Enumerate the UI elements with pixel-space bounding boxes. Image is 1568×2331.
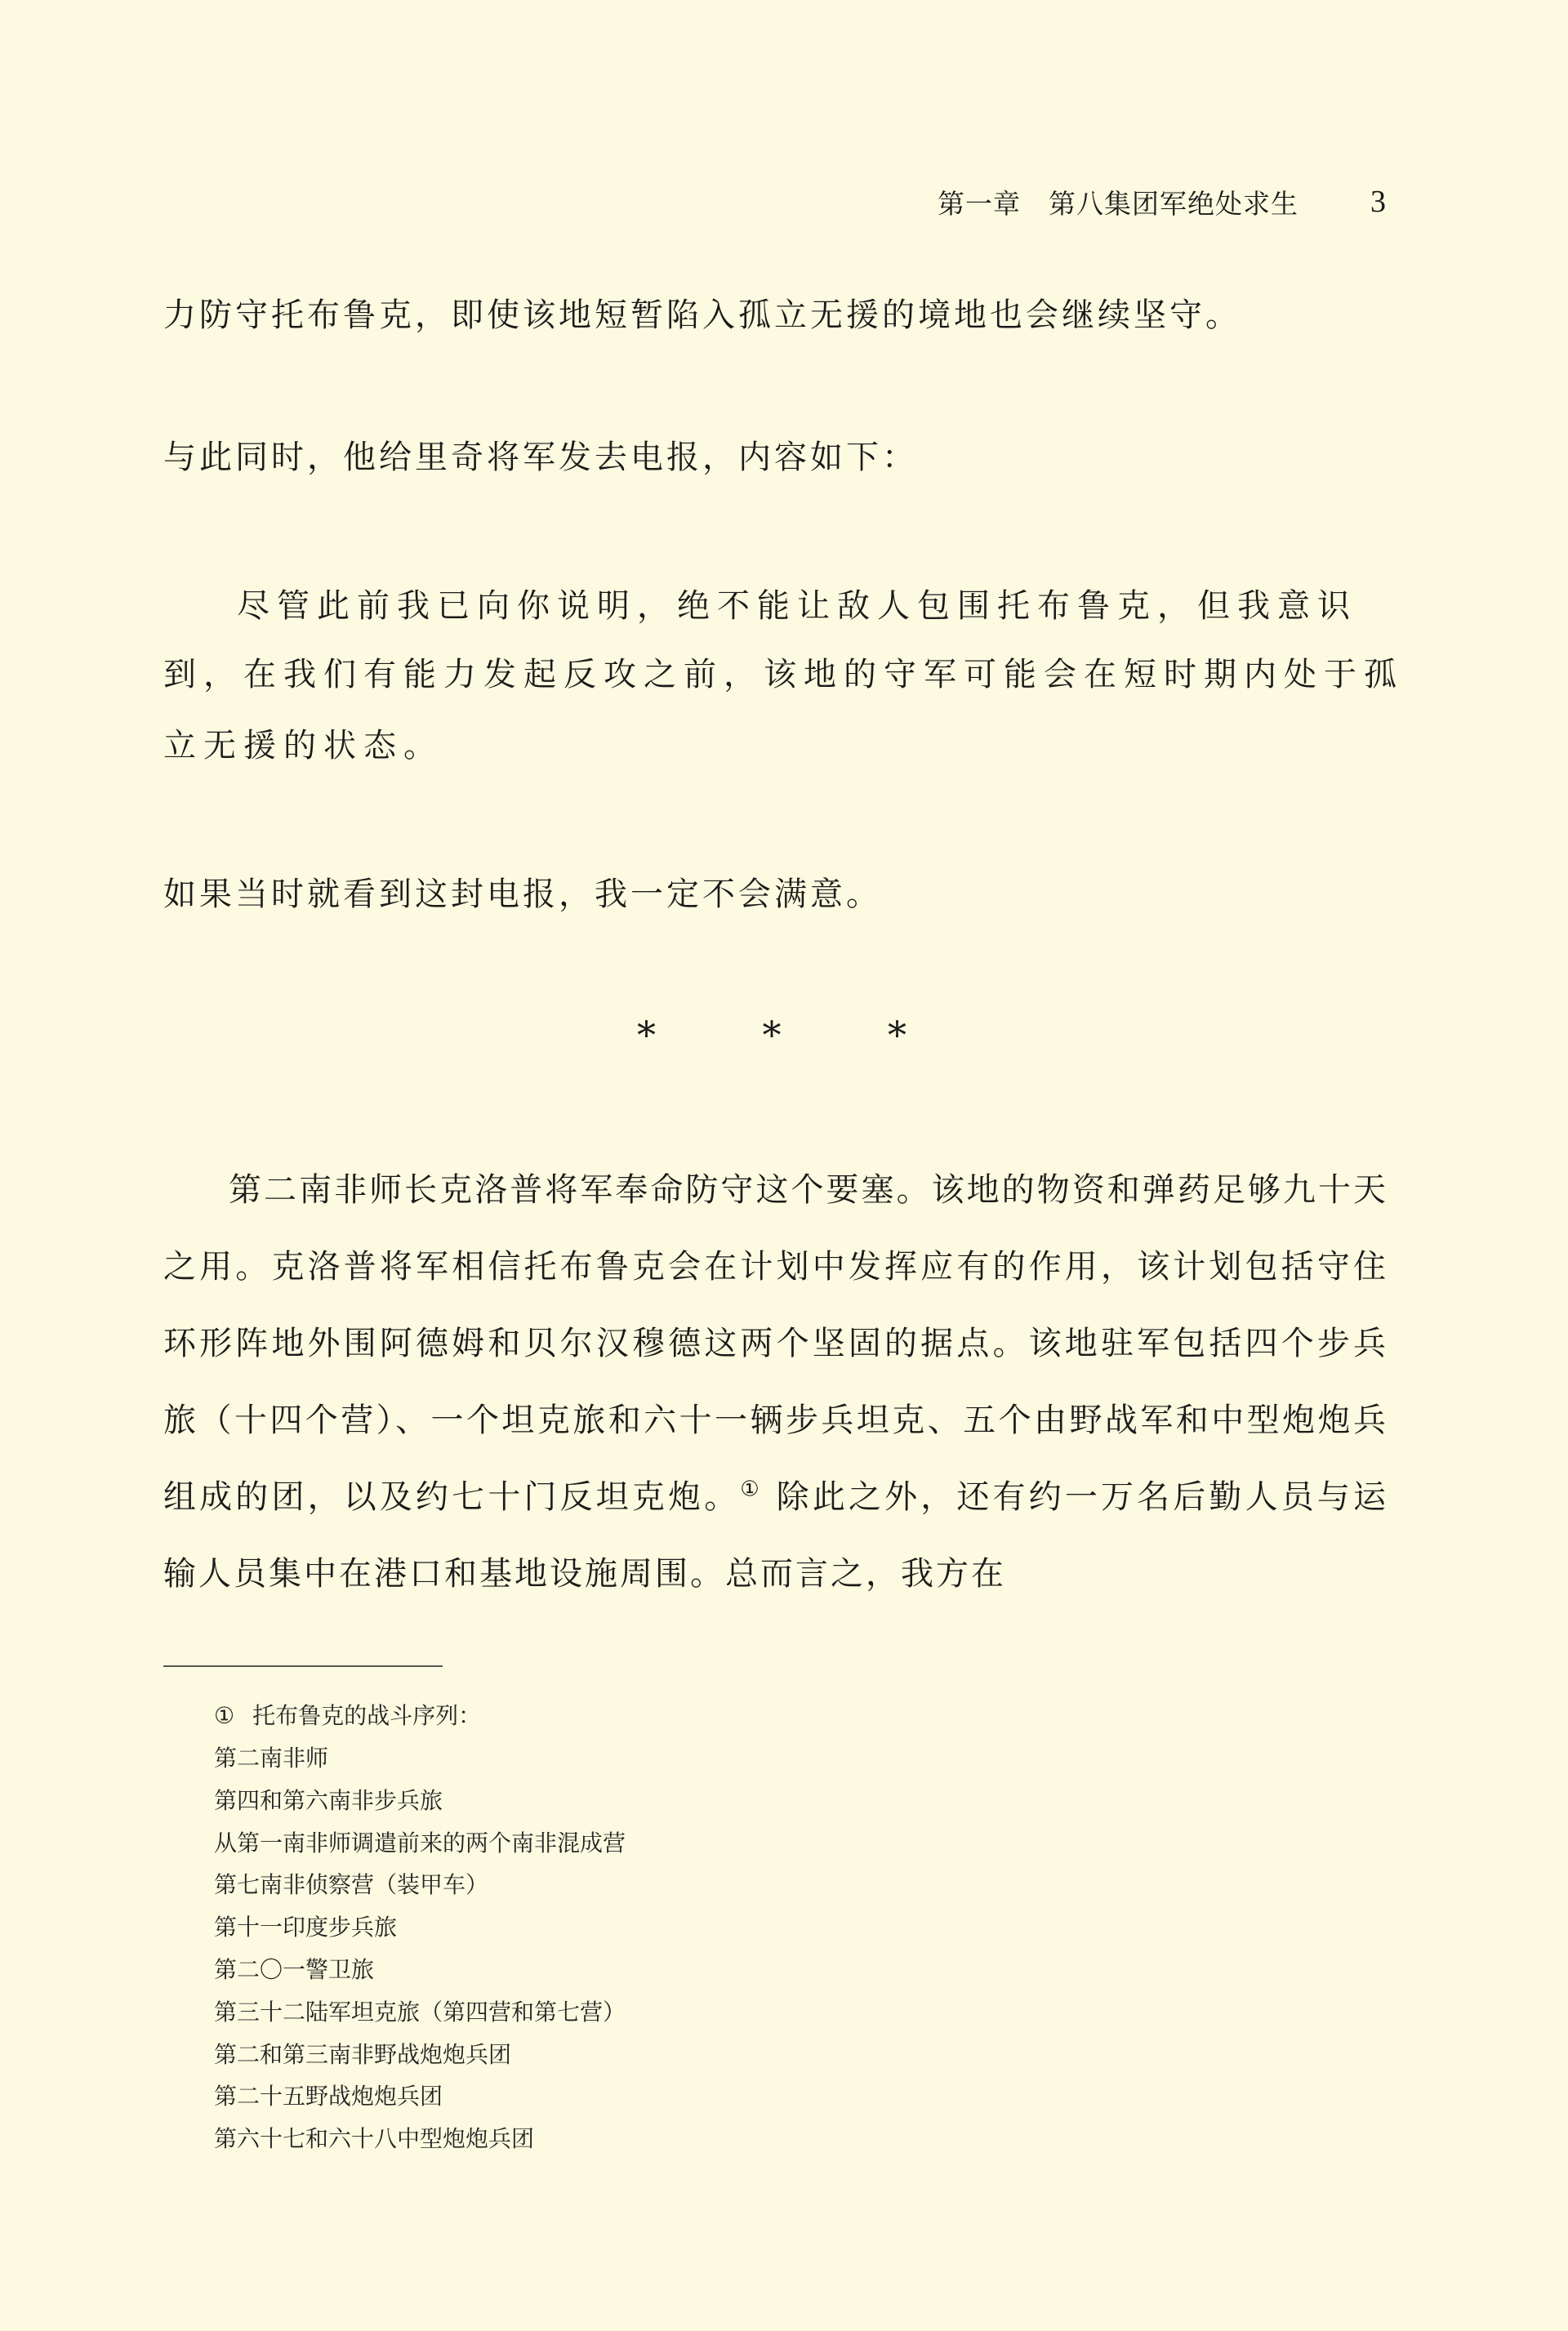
- chapter-title: 第一章 第八集团军绝处求生: [938, 187, 1298, 220]
- footnote-list-item: 第三十二陆军坦克旅（第四营和第七营）: [214, 1998, 626, 2026]
- quote-line: 尽管此前我已向你说明，绝不能让敌人包围托布鲁克，但我意识: [237, 587, 1357, 625]
- footnote-list-item: 第二十五野战炮炮兵团: [214, 2083, 443, 2110]
- running-header: [938, 181, 1387, 222]
- footnote-list-item: 第二南非师: [214, 1745, 329, 1772]
- footnote-heading: [214, 1695, 626, 1737]
- footnote-list-item: 第六十七和六十八中型炮炮兵团: [214, 2125, 535, 2153]
- quote-line: 到，在我们有能力发起反攻之前，该地的守军可能会在短时期内处于孤: [163, 656, 1404, 693]
- separator-star: *: [762, 1013, 782, 1057]
- footnote-list-item: 第七南非侦察营（装甲车）: [214, 1871, 489, 1899]
- separator-star: *: [888, 1013, 906, 1057]
- footnote-marker: ①: [214, 1702, 235, 1729]
- paragraph-text: 第二南非师长克洛普将军奉命防守这个要塞。该地的物资和弹药足够九十天之用。克洛普将军相信托布鲁克会在计划中发挥应有的作用，该计划包括守住环形阵地外围阿德姆和贝尔汉穆德这两个坚固的据点。该地驻军包括四个步兵旅（十四个营）、一个坦克旅和六十一辆步兵坦克、五个由野战军和中型炮炮兵组成的团，以及约七十门反坦克炮。: [163, 1171, 1388, 1516]
- footnote-title: 托布鲁克的战斗序列：: [252, 1702, 482, 1729]
- footnote-list-item: 第二〇一警卫旅: [214, 1955, 375, 1983]
- paragraph-text: 除此之外，还有约一万名后勤人员与运输人员集中在港口和基地设施周围。总而言之，我方在: [163, 1478, 1389, 1593]
- separator-star: *: [637, 1013, 656, 1057]
- main-paragraph: [163, 1152, 1388, 1612]
- footnote-list-item: 第十一印度步兵旅: [214, 1914, 398, 1941]
- section-separator: [637, 1013, 906, 1057]
- footnote-list-item: 第四和第六南非步兵旅: [214, 1786, 443, 1814]
- page-number: 3: [1370, 185, 1387, 219]
- footnote-divider: [163, 1665, 443, 1667]
- footnote-reference[interactable]: ①: [740, 1477, 763, 1502]
- footnote: [214, 1695, 626, 2160]
- footnote-list-item: 第二和第三南非野战炮炮兵团: [214, 2040, 512, 2068]
- quote-line: 立无援的状态。: [163, 727, 443, 764]
- footnote-list-item: 从第一南非师调遣前来的两个南非混成营: [214, 1829, 626, 1856]
- paragraph-line: 如果当时就看到这封电报，我一定不会满意。: [163, 876, 882, 913]
- paragraph-line: 与此同时，他给里奇将军发去电报，内容如下：: [163, 439, 918, 476]
- paragraph-line: 力防守托布鲁克，即使该地短暂陷入孤立无援的境地也会继续坚守。: [163, 296, 1241, 334]
